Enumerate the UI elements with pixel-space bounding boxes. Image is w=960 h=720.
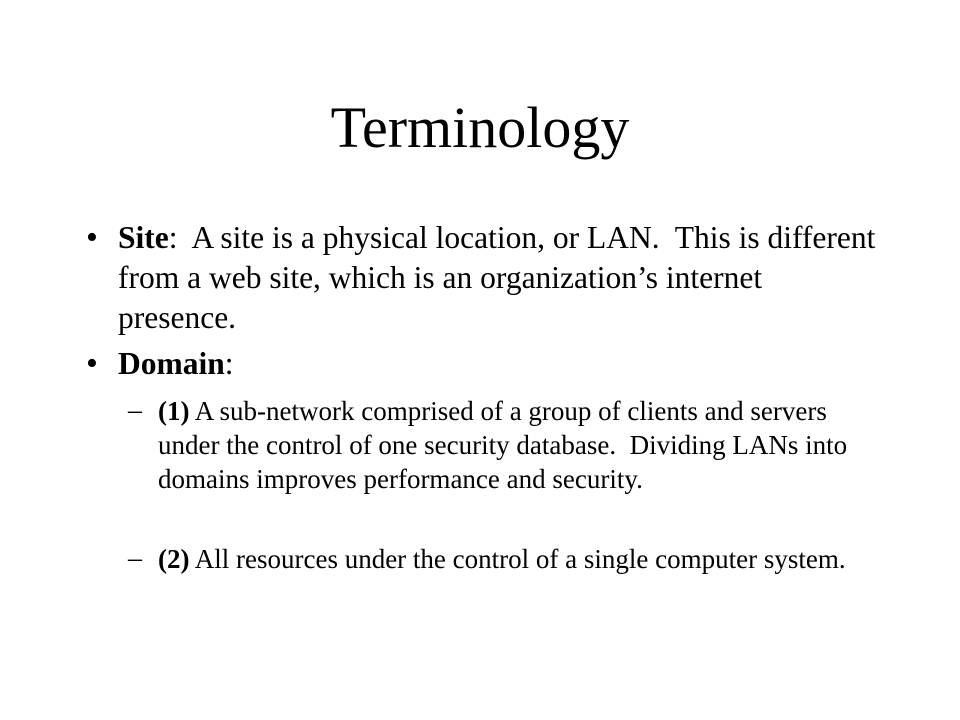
bullet-text: A site is a physical location, or LAN. This is different from a web site, which is an organization’s internet presence. — [118, 220, 884, 335]
sub-bullet-2 — [158, 542, 878, 576]
sub-bullet-marker: – — [128, 543, 142, 574]
bullet-domain — [118, 344, 878, 384]
bullet-separator: : — [224, 346, 234, 381]
bullet-separator: : — [168, 220, 178, 255]
bullet-marker: • — [86, 345, 98, 382]
sub-bullet-marker: – — [128, 395, 142, 426]
bullet-marker: • — [86, 219, 98, 256]
bullet-term: Site — [118, 220, 169, 255]
sub-bullet-text: All resources under the control of a single computer system. — [189, 544, 846, 574]
sub-bullet-1 — [158, 394, 878, 496]
bullet-term: Domain — [118, 346, 225, 381]
sub-bullet-text: A sub-network comprised of a group of clients and servers under the control of one security database. Dividing LANs into domains improves performance and security. — [158, 396, 854, 494]
sub-bullet-label: (1) — [158, 396, 190, 426]
slide-title: Terminology — [330, 95, 630, 160]
bullet-site — [118, 218, 884, 338]
sub-bullet-label: (2) — [158, 544, 190, 574]
